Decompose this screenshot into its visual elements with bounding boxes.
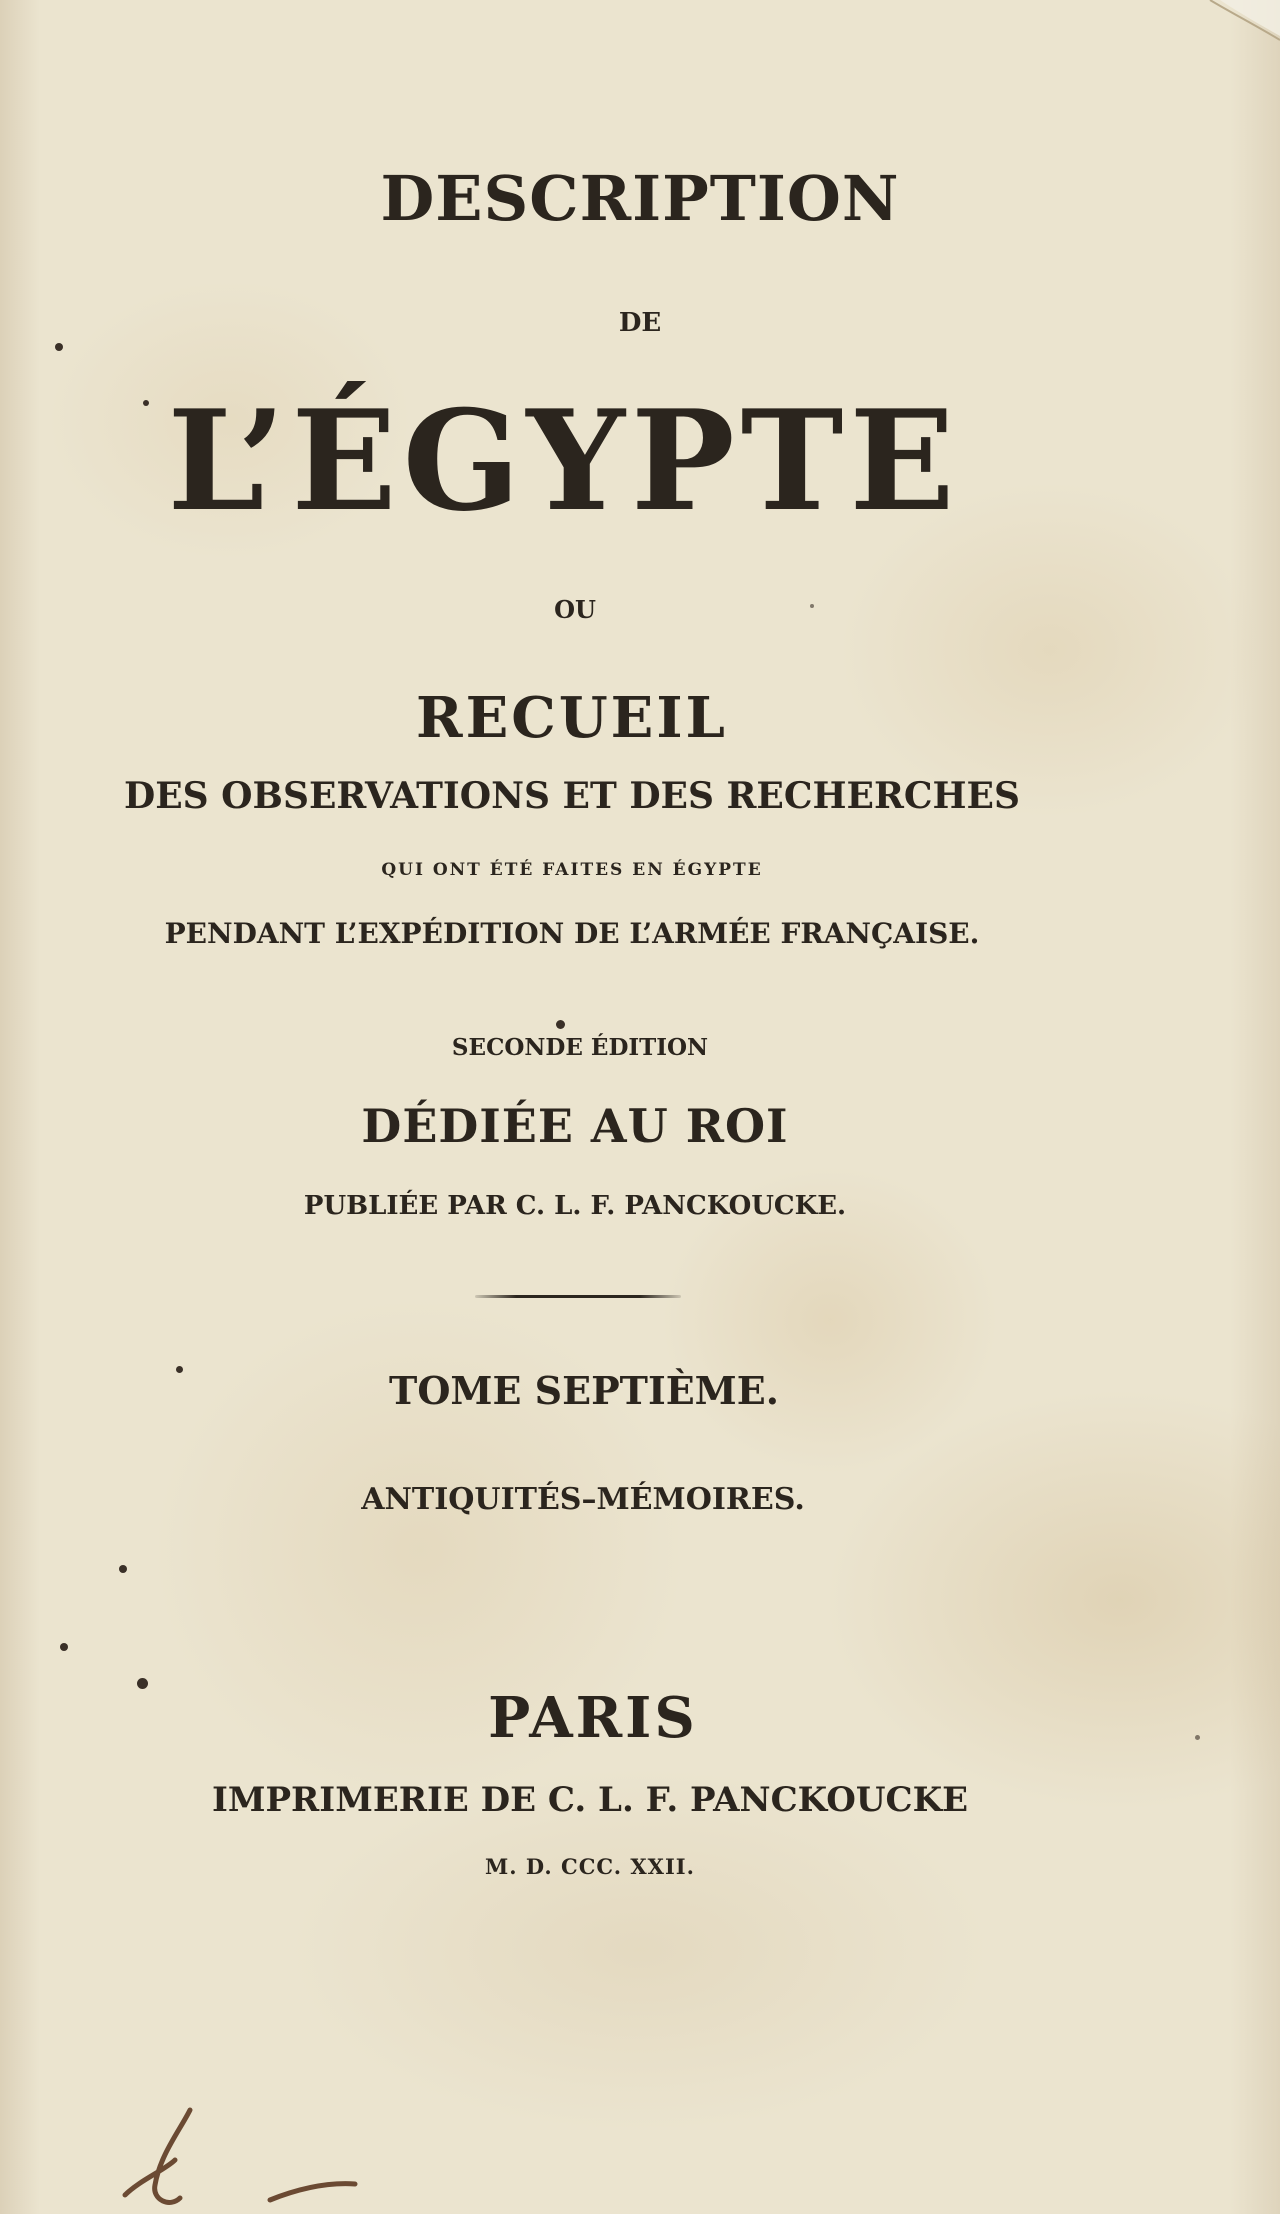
publisher-line: PUBLIÉE PAR C. L. F. PANCKOUCKE. <box>303 1191 847 1221</box>
imprint-city: PARIS <box>488 1685 698 1751</box>
title-description: DESCRIPTION <box>380 162 900 235</box>
divider-rule <box>475 1295 681 1298</box>
paper-speck <box>1195 1735 1200 1740</box>
paper-speck <box>556 1020 565 1029</box>
paper-speck <box>810 604 814 608</box>
imprint-printer: IMPRIMERIE DE C. L. F. PANCKOUCKE <box>211 1780 969 1820</box>
subtitle-faites-en-egypte: QUI ONT ÉTÉ FAITES EN ÉGYPTE <box>381 860 763 880</box>
ink-scribble <box>120 2100 400 2214</box>
subtitle-expedition: PENDANT L’EXPÉDITION DE L’ARMÉE FRANÇAISE. <box>164 917 980 950</box>
volume-number: TOME SEPTIÈME. <box>389 1368 779 1413</box>
paper-speck <box>55 343 63 351</box>
title-recueil: RECUEIL <box>416 685 728 751</box>
title-de: DE <box>618 308 662 338</box>
paper-speck <box>60 1643 68 1651</box>
dedication: DÉDIÉE AU ROI <box>361 1099 789 1153</box>
torn-corner <box>1200 0 1280 60</box>
imprint-year: M. D. CCC. XXII. <box>485 1854 695 1879</box>
volume-subject: ANTIQUITÉS–MÉMOIRES. <box>361 1482 805 1517</box>
title-legypte: L’ÉGYPTE <box>167 379 961 542</box>
subtitle-observations: DES OBSERVATIONS ET DES RECHERCHES <box>123 775 1020 817</box>
paper-speck <box>143 400 149 406</box>
title-ou: OU <box>554 595 596 624</box>
paper-speck <box>119 1565 127 1573</box>
paper-speck <box>176 1366 183 1373</box>
paper-speck <box>137 1678 148 1689</box>
edition-label: SECONDE ÉDITION <box>451 1034 709 1061</box>
